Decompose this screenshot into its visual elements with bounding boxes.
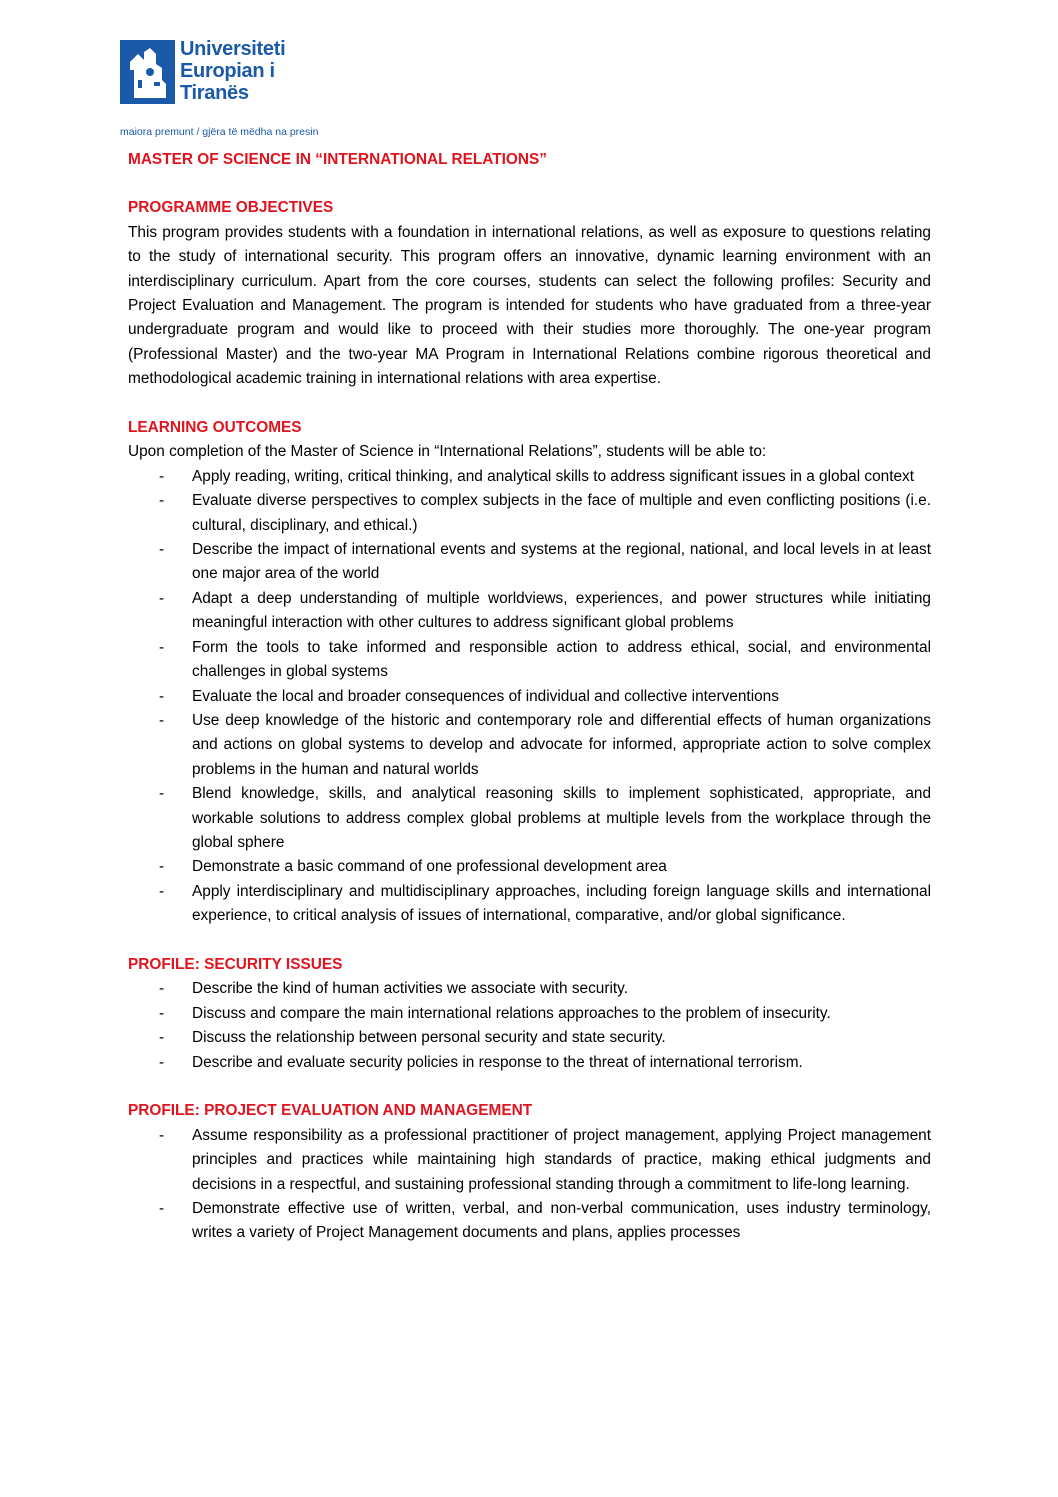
list-item — [128, 1002, 931, 1026]
list-item — [128, 880, 931, 929]
list-item-text: Use deep knowledge of the historic and contemporary role and differential effects of human organizations and actions on global systems to develop and advocate for informed, appropriate action to solve complex problems in the human and natural worlds — [192, 711, 931, 778]
logo-line: Tiranës — [180, 82, 249, 104]
list-item-text: Discuss the relationship between personal security and state security. — [192, 1029, 666, 1047]
list-item — [128, 465, 931, 489]
logo-emblem-icon — [120, 40, 175, 104]
list-item-text: Demonstrate effective use of written, verbal, and non-verbal communication, uses industry terminology, writes a variety of Project Management documents and plans, applies processes — [192, 1200, 931, 1242]
list-item-text: Discuss and compare the main international relations approaches to the problem of insecurity. — [192, 1004, 831, 1022]
list-item — [128, 1124, 931, 1197]
list-item-text: Describe the kind of human activities we associate with security. — [192, 980, 628, 998]
logo-line: Europian i — [180, 60, 275, 82]
list-item-text: Evaluate the local and broader consequences of individual and collective interventions — [192, 687, 779, 705]
list-item-text: Adapt a deep understanding of multiple worldviews, experiences, and power structures while initiating meaningful interaction with other cultures to address significant global problems — [192, 589, 931, 632]
dash-bullet: - — [159, 1053, 165, 1071]
document-body — [128, 148, 931, 1270]
list-item-text: Apply interdisciplinary and multidisciplinary approaches, including foreign language skills and international experience, to critical analysis of issues of international, comparative, and/or global significance. — [192, 882, 931, 925]
dash-bullet: - — [159, 541, 165, 559]
list-item-text: Assume responsibility as a professional practitioner of project management, applying Project management principles and practices while maintaining high standards of practice, making ethical judgments and decisions in a respectful, and sustaining professional standing through a commitment to life-long learning. — [192, 1126, 931, 1193]
university-logo — [120, 40, 330, 140]
dash-bullet: - — [159, 1004, 165, 1022]
section-heading: PROFILE: SECURITY ISSUES — [128, 955, 343, 973]
list-item-text: Form the tools to take informed and responsible action to address ethical, social, and environmental challenges in global systems — [192, 638, 931, 681]
list-item — [128, 538, 931, 587]
dash-bullet: - — [159, 1126, 165, 1144]
dash-bullet: - — [159, 882, 165, 900]
logo-wordmark — [180, 38, 285, 104]
dash-bullet: - — [159, 638, 165, 656]
list-item-text: Blend knowledge, skills, and analytical reasoning skills to implement sophisticated, appropriate, and workable solutions to address complex global problems at multiple levels from the workplace through the global sphere — [192, 785, 931, 851]
list-item — [128, 855, 931, 879]
list-item-text: Describe the impact of international events and systems at the regional, national, and local levels in at least one major area of the world — [192, 541, 931, 583]
section-paragraph: This program provides students with a foundation in international relations, as well as exposure to questions relating to the study of international security. This program offers an innovative, dynamic learning environment with an interdisciplinary curriculum. Apart from the core courses, students can select the following profiles: Security and Project Evaluation and Management. The program is intended for students who have graduated from a three-year undergraduate program and would like to proceed with their studies more thoroughly. The one-year program (Professional Master) and the two-year MA Program in International Relations combine rigorous theoretical and methodological academic training in international relations with area expertise. — [128, 223, 931, 388]
list-item-text: Apply reading, writing, critical thinking, and analytical skills to address significant issues in a global context — [192, 467, 915, 485]
dash-bullet: - — [159, 467, 165, 485]
dash-bullet: - — [159, 687, 165, 705]
list-item — [128, 489, 931, 538]
list-item-text: Evaluate diverse perspectives to complex subjects in the face of multiple and even conflicting positions (i.e. cultural, disciplinary, and ethical.) — [192, 492, 931, 534]
list-item — [128, 782, 931, 855]
list-item — [128, 1197, 931, 1246]
list-item — [128, 587, 931, 636]
learning-outcomes-list — [128, 465, 931, 929]
logo-motto: maiora premunt / gjëra të mëdha na presin — [120, 126, 319, 138]
section-heading: PROFILE: PROJECT EVALUATION AND MANAGEMENT — [128, 1102, 533, 1120]
section-heading: LEARNING OUTCOMES — [128, 419, 302, 437]
list-item — [128, 636, 931, 685]
list-item-text: Describe and evaluate security policies in response to the threat of international terrorism. — [192, 1053, 803, 1071]
list-item — [128, 1051, 931, 1075]
section-intro: Upon completion of the Master of Science in “International Relations”, students will be able to: — [128, 443, 767, 461]
dash-bullet: - — [159, 980, 165, 998]
list-item — [128, 1026, 931, 1050]
security-issues-list — [128, 977, 931, 1075]
list-item — [128, 685, 931, 709]
section-heading: PROGRAMME OBJECTIVES — [128, 199, 334, 217]
logo-line: Universiteti — [180, 38, 286, 60]
dash-bullet: - — [159, 785, 165, 803]
dash-bullet: - — [159, 589, 165, 607]
dash-bullet: - — [159, 1029, 165, 1047]
project-management-list — [128, 1124, 931, 1246]
dash-bullet: - — [159, 858, 165, 876]
list-item — [128, 709, 931, 782]
dash-bullet: - — [159, 711, 165, 729]
list-item — [128, 977, 931, 1001]
list-item-text: Demonstrate a basic command of one professional development area — [192, 858, 667, 876]
dash-bullet: - — [159, 1200, 165, 1218]
document-title: MASTER OF SCIENCE IN “INTERNATIONAL RELATIONS” — [128, 151, 547, 168]
dash-bullet: - — [159, 492, 165, 510]
